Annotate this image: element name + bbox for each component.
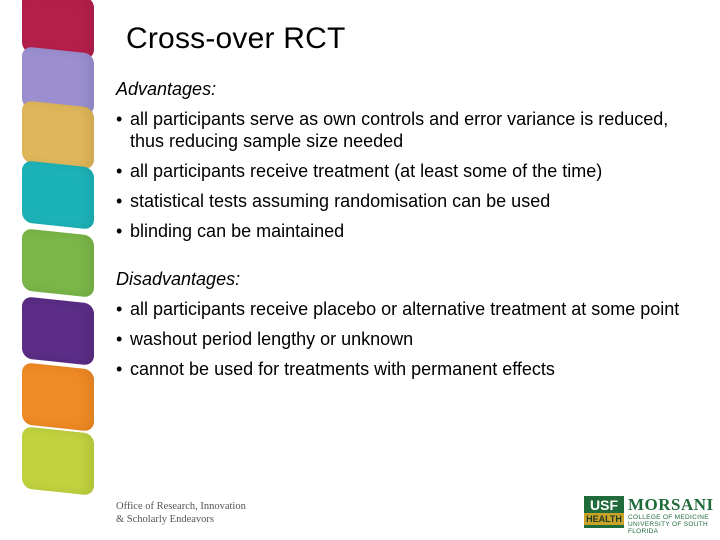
bullet: • xyxy=(116,359,123,379)
list-item xyxy=(116,328,706,350)
office-line-2: & Scholarly Endeavors xyxy=(116,514,214,525)
bullet: • xyxy=(116,191,123,211)
usf-logo xyxy=(584,495,714,535)
slide-content xyxy=(116,78,706,406)
list-item xyxy=(116,160,706,182)
list-item-text: all participants receive treatment (at least some of the time) xyxy=(130,161,603,181)
usf-health-badge xyxy=(584,496,624,528)
morsani-name: MORSANI xyxy=(628,495,714,514)
ribbon-segment xyxy=(22,296,94,366)
list-item xyxy=(116,190,706,212)
list-item-text: blinding can be maintained xyxy=(130,221,345,241)
list-item xyxy=(116,298,706,320)
slide-title: Cross-over RCT xyxy=(126,22,346,55)
health-wordmark: HEALTH xyxy=(584,513,624,525)
list-item xyxy=(116,108,706,152)
list-item-text: cannot be used for treatments with permanent effects xyxy=(130,359,555,379)
ribbon-segment xyxy=(22,100,94,170)
list-item-text: all participants receive placebo or alternative treatment at some point xyxy=(130,299,680,319)
list-item-text: statistical tests assuming randomisation can be used xyxy=(130,191,551,211)
college-name: COLLEGE OF MEDICINE xyxy=(628,514,709,521)
office-footer xyxy=(116,500,246,526)
bullet: • xyxy=(116,109,123,129)
ribbon-segment xyxy=(22,228,94,298)
university-name: UNIVERSITY OF SOUTH FLORIDA xyxy=(628,521,708,535)
list-item xyxy=(116,358,706,380)
list-item-text: all participants serve as own controls and error variance is reduced, thus reducing sample size needed xyxy=(130,109,669,151)
bullet: • xyxy=(116,329,123,349)
list-item-text: washout period lengthy or unknown xyxy=(130,329,414,349)
morsani-wordmark xyxy=(628,496,714,535)
usf-wordmark: USF xyxy=(590,497,618,513)
bullet: • xyxy=(116,161,123,181)
office-line-1: Office of Research, Innovation xyxy=(116,501,246,512)
decorative-ribbon xyxy=(0,0,112,540)
bullet: • xyxy=(116,221,123,241)
disadvantages-section xyxy=(116,268,706,380)
ribbon-segment xyxy=(22,426,94,496)
advantages-section xyxy=(116,78,706,242)
disadvantages-heading: Disadvantages: xyxy=(116,269,241,289)
bullet: • xyxy=(116,299,123,319)
list-item xyxy=(116,220,706,242)
advantages-heading: Advantages: xyxy=(116,79,217,99)
ribbon-segment xyxy=(22,362,94,432)
ribbon-segment xyxy=(22,160,94,230)
